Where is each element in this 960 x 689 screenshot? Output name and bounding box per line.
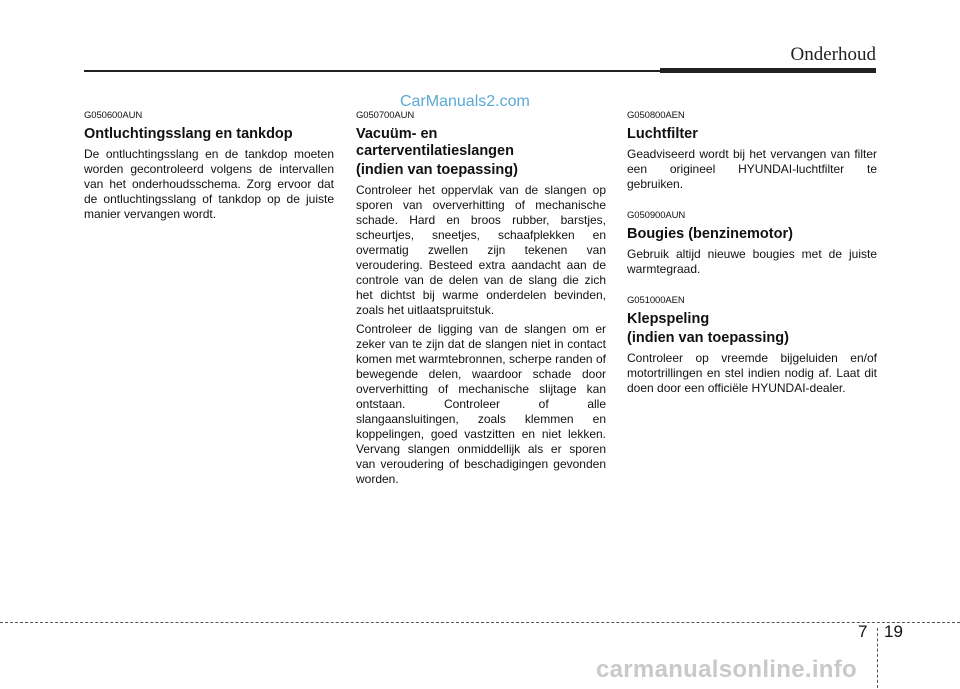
section-paragraph: Geadviseerd wordt bij het vervangen van filter een origineel HYUNDAI-luchtfilter te gebruiken.	[627, 147, 877, 191]
section-heading: Klepspeling	[627, 311, 710, 327]
watermark-carmanuals2: CarManuals2.com	[400, 93, 530, 110]
watermark-carmanualsonline: carmanualsonline.info	[596, 656, 858, 683]
chapter-number: 7	[858, 622, 868, 641]
section-code: G050800AEN	[627, 110, 685, 121]
section-paragraph: De ontluchtingsslang en de tankdop moeten worden gecontroleerd volgens de intervallen van het onderhoudsschema. Zorg ervoor dat de ontluchtingsslang of tankdop op de juiste manier vervangen wordt.	[84, 147, 334, 221]
footer-rule	[0, 622, 960, 623]
section-code: G050600AUN	[84, 110, 143, 121]
section-heading-sub: (indien van toepassing)	[627, 330, 789, 346]
column-middle	[356, 110, 606, 505]
header-rule-accent	[660, 68, 876, 73]
column-right	[627, 110, 877, 414]
header-rule	[84, 70, 660, 72]
section-paragraph: Controleer op vreemde bijgeluiden en/of motortrillingen en stel indien nodig af. Laat dit doen door een officiële HYUNDAI-dealer.	[627, 351, 877, 395]
section-code: G050900AUN	[627, 210, 686, 221]
footer-divider	[877, 628, 878, 688]
section-code: G051000AEN	[627, 295, 685, 306]
section-breather-hose	[84, 110, 334, 222]
section-heading-sub: (indien van toepassing)	[356, 162, 518, 178]
section-spark-plugs	[627, 210, 877, 277]
section-paragraph: Gebruik altijd nieuwe bougies met de juiste warmtegraad.	[627, 247, 877, 276]
section-heading: Vacuüm- en carterventilatieslangen	[356, 126, 514, 159]
section-title: Onderhoud	[790, 44, 876, 65]
section-vacuum-hoses	[356, 110, 606, 487]
section-heading: Luchtfilter	[627, 126, 698, 142]
section-valve-clearance	[627, 295, 877, 396]
column-left	[84, 110, 334, 240]
section-code: G050700AUN	[356, 110, 415, 121]
page-number: 19	[884, 622, 903, 641]
section-heading: Bougies (benzinemotor)	[627, 226, 793, 242]
section-paragraph: Controleer het oppervlak van de slangen op sporen van oververhitting of mechanische schade. Hard en broos rubber, barstjes, scheurtjes, sneetjes, schaafplekken en overmatig zwellen zijn tekenen van veroudering. Besteed extra aandacht aan de controle van de delen van de slang die zich het dichtst bij warme onderdelen bevinden, zoals het uitlaatspruitstuk.	[356, 183, 606, 317]
section-air-filter	[627, 110, 877, 192]
section-paragraph: Controleer de ligging van de slangen om er zeker van te zijn dat de slangen niet in contact komen met warmtebronnen, scherpe randen of bewegende delen, waardoor schade door oververhitting of mechanische slijtage kan ontstaan. Controleer of alle slangaansluitingen, zoals klemmen en koppelingen, goed vastzitten en niet lekken. Vervang slangen onmiddellijk als er sporen van veroudering of beschadigingen gevonden worden.	[356, 322, 606, 486]
section-heading: Ontluchtingsslang en tankdop	[84, 126, 293, 142]
